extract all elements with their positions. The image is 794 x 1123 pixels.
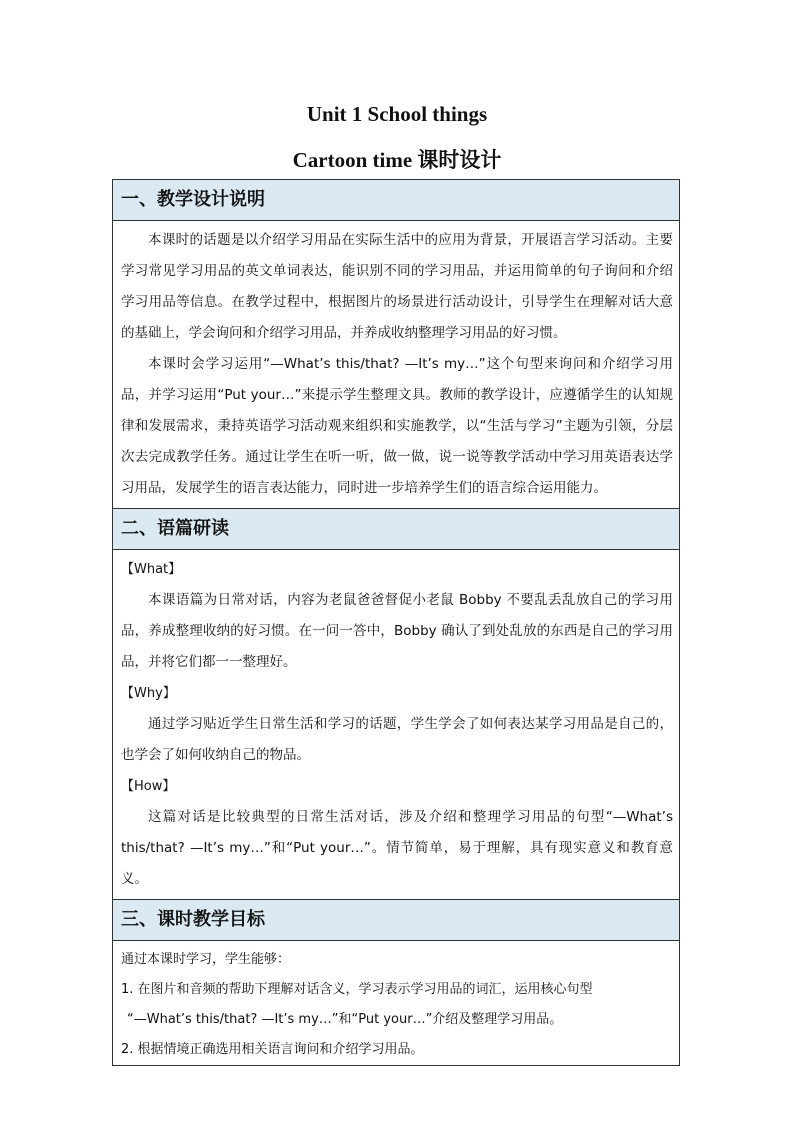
objectives-intro: 通过本课时学习，学生能够： [121,952,291,967]
why-paragraph: 通过学习贴近学生日常生活和学习的话题，学生学会了如何表达某学习用品是自己的，也学会了如何收纳自己的物品。 [121,716,673,763]
document-title: Unit 1 School things [306,102,488,126]
design-notes-paragraph-1: 本课时的话题是以介绍学习用品在实际生活中的应用为背景，开展语言学习活动。主要学习常见学习用品的英文单词表达，能识别不同的学习用品，并运用简单的句子询问和介绍学习用品等信息。在教学过程中，根据图片的场景进行活动设计，引导学生在理解对话大意的基础上，学会询问和介绍学习用品，并养成收纳整理学习用品的好习惯。 [121,232,673,341]
design-notes-paragraph-2: 本课时会学习运用“—What’s this/that? —It’s my…”这个句型来询问和介绍学习用品，并学习运用“Put your…”来提示学生整理文具。教师的教学设计，应遵循学生的认知规律和发展需求，秉持英语学习活动观来组织和实施教学，以“生活与学习”主题为引领，分层次去完成教学任务。通过让学生在听一听，做一做，说一说等教学活动中学习用英语表达学习用品，发展学生的语言表达能力，同时进一步培养学生们的语言综合运用能力。 [121,356,673,496]
section-body-design-notes [113,221,679,509]
document-subtitle: Cartoon time 课时设计 [292,148,502,172]
objective-item-1-line-2: “—What’s this/that? —It’s my…”和“Put your…”介绍及整理学习用品。 [127,1012,563,1027]
what-paragraph: 本课语篇为日常对话，内容为老鼠爸爸督促小老鼠 Bobby 不要乱丢乱放自己的学习用品，养成整理收纳的好习惯。在一问一答中，Bobby 确认了到处乱放的东西是自己的学习用品，并将它们都一一整理好。 [121,592,673,670]
section-heading-design-notes: 一、教学设计说明 [113,180,679,221]
objective-item-1-line-1: 1. 在图片和音频的帮助下理解对话含义，学习表示学习用品的词汇，运用核心句型 [121,982,593,997]
section-body-objectives [113,941,679,1065]
lesson-design-table [112,179,680,1066]
section-body-text-study [113,550,679,900]
objective-item-2: 2. 根据情境正确选用相关语言询问和介绍学习用品。 [121,1042,424,1057]
what-tag: 【What】 [121,562,182,577]
how-paragraph: 这篇对话是比较典型的日常生活对话，涉及介绍和整理学习用品的句型“—What’s this/that? —It’s my…”和“Put your…”。情节简单，易于理解，具有现实意义和教育意义。 [121,809,673,887]
how-tag: 【How】 [121,779,176,794]
section-heading-text-study: 二、语篇研读 [113,509,679,550]
section-heading-objectives: 三、课时教学目标 [113,900,679,941]
why-tag: 【Why】 [121,686,176,701]
